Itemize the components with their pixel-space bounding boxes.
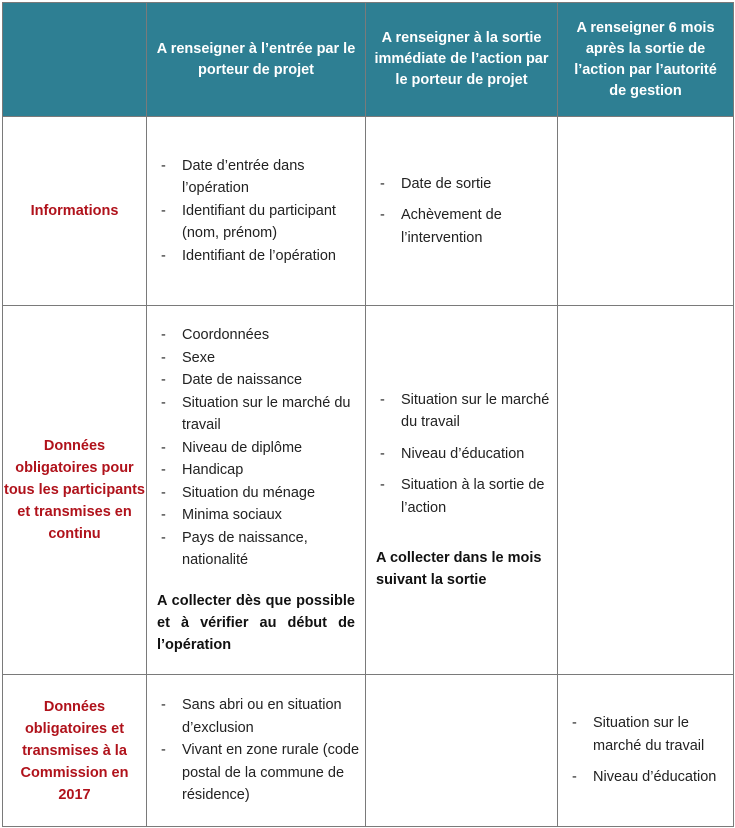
list-item: - Situation du ménage (159, 482, 361, 505)
list-item: - Coordonnées (159, 324, 361, 347)
list-item: - Date de naissance (159, 369, 361, 392)
row-label: Données obligatoires pour tous les participants et transmises en continu (3, 306, 147, 675)
row-label: Informations (3, 117, 147, 306)
list-item: - Situation sur le marché du travail (570, 712, 729, 757)
header-exit: A renseigner à la sortie immédiate de l’action par le porteur de projet (366, 3, 558, 117)
list-item: - Achèvement de l’intervention (378, 204, 553, 249)
list-item: - Vivant en zone rurale (code postal de la commune de résidence) (159, 739, 361, 807)
list-item: - Identifiant de l’opération (159, 245, 361, 268)
row-mandatory-2017 (3, 675, 734, 827)
cell-six-months (558, 306, 734, 675)
data-collection-table (2, 2, 734, 827)
list-item: - Handicap (159, 459, 361, 482)
entry-list (147, 694, 365, 807)
row-label: Données obligatoires et transmises à la Commission en 2017 (3, 675, 147, 827)
cell-exit (366, 306, 558, 675)
header-entry: A renseigner à l’entrée par le porteur de projet (147, 3, 366, 117)
list-item: - Identifiant du participant (nom, prénom) (159, 200, 361, 245)
list-item: - Sexe (159, 347, 361, 370)
list-item: - Situation sur le marché du travail (159, 392, 361, 437)
cell-entry (147, 117, 366, 306)
list-item: - Niveau d’éducation (570, 766, 729, 789)
list-item: - Sans abri ou en situation d’exclusion (159, 694, 361, 739)
exit-list (366, 173, 557, 250)
cell-entry (147, 306, 366, 675)
six-months-list (558, 712, 733, 789)
list-item: - Niveau d’éducation (378, 443, 553, 466)
list-item: - Situation à la sortie de l’action (378, 474, 553, 519)
list-item: - Date d’entrée dans l’opération (159, 155, 361, 200)
header-six-months: A renseigner 6 mois après la sortie de l’action par l’autorité de gestion (558, 3, 734, 117)
header-row (3, 3, 734, 117)
cell-entry (147, 675, 366, 827)
entry-list (147, 155, 365, 268)
header-empty-cell (3, 3, 147, 117)
cell-six-months (558, 675, 734, 827)
entry-note: A collecter dès que possible et à vérifier au début de l’opération (157, 592, 355, 653)
list-item: - Date de sortie (378, 173, 553, 196)
cell-six-months (558, 117, 734, 306)
row-mandatory-continuous (3, 306, 734, 675)
list-item: - Pays de naissance, nationalité (159, 527, 361, 572)
exit-note: A collecter dans le mois suivant la sortie (376, 550, 542, 589)
cell-exit (366, 117, 558, 306)
exit-list (366, 389, 557, 520)
list-item: - Minima sociaux (159, 504, 361, 527)
list-item: - Situation sur le marché du travail (378, 389, 553, 434)
row-informations (3, 117, 734, 306)
entry-list (147, 324, 365, 572)
cell-exit (366, 675, 558, 827)
list-item: - Niveau de diplôme (159, 437, 361, 460)
